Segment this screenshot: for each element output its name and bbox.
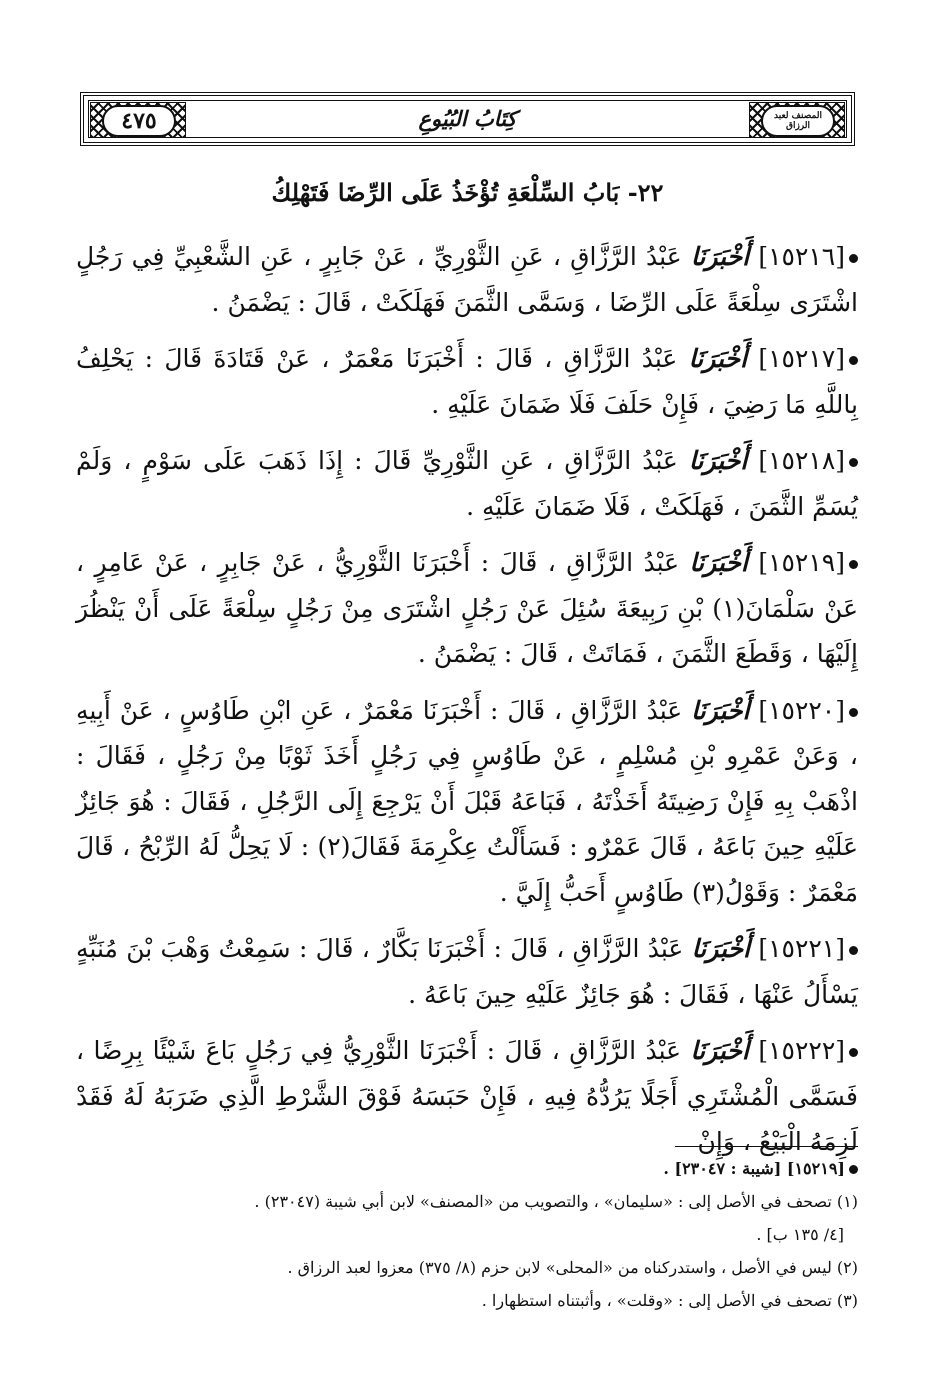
entry-text: عَبْدُ الرَّزَّاقِ ، عَنِ الثَّوْرِيِّ قَالَ : إِذَا ذَهَبَ عَلَى سَوْمٍ ، وَلَمْ يُسَمِّ الثَّمَنَ ، فَهَلَكَتْ ، فَلَا ضَمَانَ عَلَيْهِ . xyxy=(76,446,858,521)
footnote-divider xyxy=(675,1146,858,1147)
hadith-entry xyxy=(76,688,858,916)
bullet-icon xyxy=(849,458,858,467)
akhbarana-label: أَخْبَرَنَا xyxy=(688,446,748,475)
akhbarana-label: أَخْبَرَنَا xyxy=(691,934,750,963)
footnote-item: (٣) تصحف في الأصل إلى : «وقلت» ، وأثبتناه استظهارا . xyxy=(481,1291,858,1310)
bullet-icon xyxy=(849,356,858,365)
entry-number: [١٥٢١٩] xyxy=(758,548,845,577)
hadith-entry xyxy=(76,1028,858,1165)
running-header xyxy=(80,92,855,146)
book-title: كِتَابُ البُيُوعِ xyxy=(418,105,517,131)
hadith-entry xyxy=(76,438,858,529)
footnote-source-ref xyxy=(160,1156,858,1181)
entry-number: [١٥٢٢٢] xyxy=(758,1036,846,1065)
akhbarana-label: أَخْبَرَنَا xyxy=(689,548,748,577)
entry-number: [١٥٢٢١] xyxy=(758,934,845,963)
hadith-list xyxy=(76,234,858,1165)
source-ref-text: [١٥٢١٩] [شيبة : ٢٣٠٤٧] . xyxy=(663,1159,845,1178)
hadith-entry xyxy=(76,336,858,427)
page-number-ornament xyxy=(90,102,186,138)
bullet-icon xyxy=(849,946,858,955)
bullet-icon xyxy=(849,560,858,569)
hadith-entry xyxy=(76,926,858,1017)
entry-text: عَبْدُ الرَّزَّاقِ ، قَالَ : أَخْبَرَنَا الثَّوْرِيُّ ، عَنْ جَابِرٍ ، عَنْ عَامِرٍ ، عَنْ سَلْمَانَ(١) بْنِ رَبِيعَةَ سُئِلَ عَنْ رَجُلٍ اشْتَرَى مِنْ رَجُلٍ سِلْعَةً عَلَى أَنْ يَنْظُرَ إِلَيْهَا ، وَقَطَعَ الثَّمَنَ ، فَمَاتَتْ ، قَالَ : يَضْمَنُ . xyxy=(76,548,858,668)
akhbarana-label: أَخْبَرَنَا xyxy=(688,344,747,373)
akhbarana-label: أَخْبَرَنَا xyxy=(690,242,750,271)
bullet-icon xyxy=(849,1165,858,1174)
akhbarana-label: أَخْبَرَنَا xyxy=(690,1036,749,1065)
entry-number: [١٥٢٢٠] xyxy=(758,695,845,725)
page-number: ٤٧٥ xyxy=(102,105,176,137)
entry-text: عَبْدُ الرَّزَّاقِ ، قَالَ : أَخْبَرَنَا بَكَّارٌ ، قَالَ : سَمِعْتُ وَهْبَ بْنَ مُنَبِّهٍ يَسْأَلُ عَنْهَا ، فَقَالَ : هُوَ جَائِزٌ عَلَيْهِ حِينَ بَاعَهُ . xyxy=(76,934,858,1009)
publisher-logo: المصنف لعبد الرزاق xyxy=(761,105,835,137)
footnotes xyxy=(160,1156,858,1321)
entry-text: عَبْدُ الرَّزَّاقِ ، عَنِ الثَّوْرِيِّ ، عَنْ جَابِرٍ ، عَنِ الشَّعْبِيِّ فِي رَجُلٍ اشْتَرَى سِلْعَةً عَلَى الرِّضَا ، وَسَمَّى الثَّمَنَ فَهَلَكَتْ ، قَالَ : يَضْمَنُ . xyxy=(76,242,858,317)
hadith-entry xyxy=(76,540,858,677)
entry-number: [١٥٢١٧] xyxy=(758,344,846,373)
footnote-item: (٢) ليس في الأصل ، واستدركناه من «المحلى» لابن حزم (٨/ ٣٧٥) معزوا لعبد الرزاق . xyxy=(287,1258,858,1277)
entry-text: عَبْدُ الرَّزَّاقِ ، قَالَ : أَخْبَرَنَا مَعْمَرٌ ، عَنِ ابْنِ طَاوُسٍ ، عَنْ أَبِيهِ ، وَعَنْ عَمْرِو بْنِ مُسْلِمٍ ، عَنْ طَاوُسٍ فِي رَجُلٍ أَخَذَ ثَوْبًا مِنْ رَجُلٍ ، فَقَالَ : اذْهَبْ بِهِ فَإِنْ رَضِيتَهُ أَخَذْتَهُ ، فَبَاعَهُ قَبْلَ أَنْ يَرْجِعَ إِلَى الرَّجُلِ ، فَقَالَ : هُوَ جَائِزٌ عَلَيْهِ حِينَ بَاعَهُ ، قَالَ عَمْرٌو : فَسَأَلْتُ عِكْرِمَةَ فَقَالَ(٢) : لَا يَحِلُّ لَهُ الرِّبْحُ ، قَالَ مَعْمَرٌ : وَقَوْلُ(٣) طَاوُسٍ أَحَبُّ إِلَيَّ . xyxy=(76,695,858,907)
bullet-icon xyxy=(849,254,858,263)
bullet-icon xyxy=(849,1048,858,1057)
entry-text: عَبْدُ الرَّزَّاقِ ، قَالَ : أَخْبَرَنَا مَعْمَرٌ ، عَنْ قَتَادَةَ قَالَ : يَحْلِفُ بِاللَّهِ مَا رَضِيَ ، فَإِنْ حَلَفَ فَلَا ضَمَانَ عَلَيْهِ . xyxy=(76,344,858,419)
bullet-icon xyxy=(849,708,858,717)
entry-text: عَبْدُ الرَّزَّاقِ ، قَالَ : أَخْبَرَنَا الثَّوْرِيُّ فِي رَجُلٍ بَاعَ شَيْئًا بِرِضًا ، فَسَمَّى الْمُشْتَرِي أَجَلًا يَرُدُّهُ فِيهِ ، فَإِنْ حَبَسَهُ فَوْقَ الشَّرْطِ الَّذِي ضَرَبَهُ لَهُ فَقَدْ لَزِمَهُ الْبَيْعُ ، وَإِنْ xyxy=(76,1036,858,1156)
hadith-entry xyxy=(76,234,858,325)
footnote-item: (١) تصحف في الأصل إلى : «سليمان» ، والتصويب من «المصنف» لابن أبي شيبة (٢٣٠٤٧) . xyxy=(254,1192,858,1211)
akhbarana-label: أَخْبَرَنَا xyxy=(691,695,750,725)
logo-ornament xyxy=(749,102,845,138)
chapter-title: ٢٢- بَابُ السِّلْعَةِ تُؤْخَذُ عَلَى الرِّضَا فَتَهْلِكُ xyxy=(271,178,664,207)
entry-number: [١٥٢١٨] xyxy=(758,446,846,475)
footnote-item: [٤/ ١٣٥ ب] . xyxy=(756,1225,844,1244)
entry-number: [١٥٢١٦] xyxy=(758,242,845,271)
